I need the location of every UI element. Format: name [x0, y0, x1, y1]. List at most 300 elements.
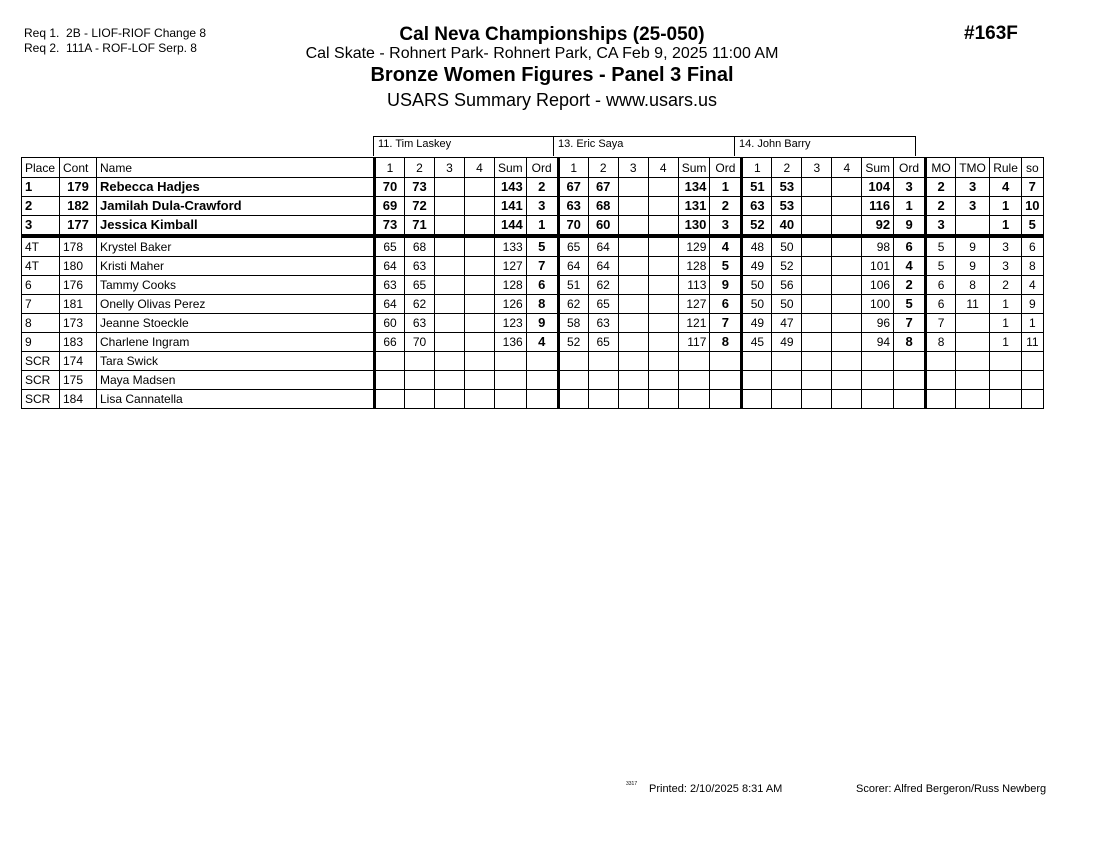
- tmo-cell: 9: [956, 236, 990, 257]
- j1-score-2-cell: 70: [405, 333, 435, 352]
- table-row: [22, 390, 1044, 409]
- j3-score-1-cell: 45: [742, 333, 772, 352]
- cont-cell: 174: [60, 352, 97, 371]
- j1-sum-cell: 126: [495, 295, 527, 314]
- j3-score-4-cell: [832, 390, 862, 409]
- j3-score-1-cell: 49: [742, 257, 772, 276]
- column-header: 2: [772, 158, 802, 178]
- j1-score-2-cell: 62: [405, 295, 435, 314]
- j1-score-3-cell: [435, 257, 465, 276]
- j3-score-3-cell: [802, 295, 832, 314]
- j2-score-1-cell: [558, 371, 588, 390]
- j3-ord-cell: 8: [894, 333, 926, 352]
- j3-score-2-cell: [772, 390, 802, 409]
- rule-cell: [990, 352, 1022, 371]
- j3-sum-cell: [862, 390, 894, 409]
- cont-cell: 176: [60, 276, 97, 295]
- rule-cell: 1: [990, 333, 1022, 352]
- j2-score-2-cell: 65: [588, 295, 618, 314]
- j3-score-1-cell: [742, 352, 772, 371]
- j2-score-1-cell: 65: [558, 236, 588, 257]
- j3-score-3-cell: [802, 197, 832, 216]
- so-cell: [1022, 371, 1043, 390]
- j1-score-2-cell: 63: [405, 314, 435, 333]
- j2-ord-cell: 7: [710, 314, 742, 333]
- j1-score-4-cell: [465, 178, 495, 197]
- so-cell: 6: [1022, 236, 1043, 257]
- tmo-cell: 8: [956, 276, 990, 295]
- venue-line: Cal Skate - Rohnert Park- Rohnert Park, CA Feb 9, 2025 11:00 AM: [305, 45, 779, 62]
- rule-cell: [990, 371, 1022, 390]
- so-cell: [1022, 352, 1043, 371]
- place-cell: 6: [22, 276, 60, 295]
- j1-score-3-cell: [435, 197, 465, 216]
- place-cell: SCR: [22, 371, 60, 390]
- j1-sum-cell: 136: [495, 333, 527, 352]
- j1-ord-cell: [526, 352, 558, 371]
- j1-score-3-cell: [435, 314, 465, 333]
- j3-score-4-cell: [832, 257, 862, 276]
- j2-ord-cell: [710, 371, 742, 390]
- column-header: 4: [465, 158, 495, 178]
- j3-sum-cell: 92: [862, 216, 894, 237]
- j1-score-4-cell: [465, 352, 495, 371]
- j3-score-3-cell: [802, 314, 832, 333]
- place-cell: 4T: [22, 257, 60, 276]
- j3-score-3-cell: [802, 178, 832, 197]
- j1-score-1-cell: 69: [375, 197, 405, 216]
- name-cell: Tara Swick: [97, 352, 375, 371]
- j2-sum-cell: 121: [678, 314, 710, 333]
- j1-score-3-cell: [435, 276, 465, 295]
- j2-score-4-cell: [648, 276, 678, 295]
- j3-score-1-cell: [742, 371, 772, 390]
- j3-score-3-cell: [802, 333, 832, 352]
- j2-score-3-cell: [618, 197, 648, 216]
- cont-cell: 179: [60, 178, 97, 197]
- j3-sum-cell: 96: [862, 314, 894, 333]
- j1-ord-cell: 6: [526, 276, 558, 295]
- j3-score-2-cell: 53: [772, 178, 802, 197]
- j3-sum-cell: [862, 371, 894, 390]
- j2-sum-cell: 134: [678, 178, 710, 197]
- j3-sum-cell: 94: [862, 333, 894, 352]
- competition-title: Cal Neva Championships (25-050): [399, 24, 705, 45]
- tmo-cell: 11: [956, 295, 990, 314]
- j3-score-2-cell: [772, 371, 802, 390]
- j1-score-4-cell: [465, 390, 495, 409]
- j1-score-4-cell: [465, 216, 495, 237]
- j2-score-3-cell: [618, 295, 648, 314]
- j2-score-1-cell: 52: [558, 333, 588, 352]
- j2-sum-cell: 113: [678, 276, 710, 295]
- j1-ord-cell: 1: [526, 216, 558, 237]
- j1-score-3-cell: [435, 295, 465, 314]
- j3-score-3-cell: [802, 352, 832, 371]
- mo-cell: 8: [926, 333, 956, 352]
- j3-score-3-cell: [802, 276, 832, 295]
- tmo-cell: [956, 333, 990, 352]
- tmo-cell: 3: [956, 197, 990, 216]
- column-header: 1: [558, 158, 588, 178]
- tmo-cell: [956, 216, 990, 237]
- j3-score-3-cell: [802, 257, 832, 276]
- so-cell: 10: [1022, 197, 1043, 216]
- report-title: USARS Summary Report - www.usars.us: [386, 90, 718, 110]
- j2-ord-cell: 3: [710, 216, 742, 237]
- j2-score-2-cell: 67: [588, 178, 618, 197]
- j3-sum-cell: 101: [862, 257, 894, 276]
- rule-cell: 3: [990, 236, 1022, 257]
- j3-score-2-cell: 50: [772, 236, 802, 257]
- name-cell: Kristi Maher: [97, 257, 375, 276]
- cont-cell: 180: [60, 257, 97, 276]
- table-row: [22, 371, 1044, 390]
- j3-score-4-cell: [832, 197, 862, 216]
- j2-score-4-cell: [648, 197, 678, 216]
- mo-cell: 5: [926, 236, 956, 257]
- header-row: [22, 158, 1044, 178]
- j1-score-2-cell: 63: [405, 257, 435, 276]
- j3-score-4-cell: [832, 276, 862, 295]
- j1-ord-cell: 5: [526, 236, 558, 257]
- judge-3-header: 14. John Barry: [734, 136, 916, 156]
- so-cell: 9: [1022, 295, 1043, 314]
- j3-score-1-cell: 50: [742, 276, 772, 295]
- requirement-2-label: Req 2.: [24, 41, 60, 55]
- j1-score-3-cell: [435, 352, 465, 371]
- mo-cell: 3: [926, 216, 956, 237]
- column-header: Name: [97, 158, 375, 178]
- event-code: #163F: [964, 23, 1018, 44]
- name-cell: Jamilah Dula-Crawford: [97, 197, 375, 216]
- j2-score-4-cell: [648, 390, 678, 409]
- j2-score-3-cell: [618, 390, 648, 409]
- j3-score-4-cell: [832, 178, 862, 197]
- j1-score-2-cell: 72: [405, 197, 435, 216]
- j1-score-2-cell: 71: [405, 216, 435, 237]
- j1-sum-cell: [495, 371, 527, 390]
- column-header: 2: [588, 158, 618, 178]
- j1-score-3-cell: [435, 371, 465, 390]
- j3-ord-cell: 7: [894, 314, 926, 333]
- j1-score-1-cell: 63: [375, 276, 405, 295]
- page-code: 3317: [626, 781, 638, 787]
- rule-cell: 4: [990, 178, 1022, 197]
- j1-score-4-cell: [465, 197, 495, 216]
- name-cell: Jessica Kimball: [97, 216, 375, 237]
- j2-score-4-cell: [648, 216, 678, 237]
- mo-cell: 2: [926, 197, 956, 216]
- j1-score-4-cell: [465, 371, 495, 390]
- place-cell: SCR: [22, 390, 60, 409]
- cont-cell: 184: [60, 390, 97, 409]
- j2-score-2-cell: 65: [588, 333, 618, 352]
- column-header: TMO: [956, 158, 990, 178]
- tmo-cell: [956, 352, 990, 371]
- j1-score-2-cell: 65: [405, 276, 435, 295]
- rule-cell: 2: [990, 276, 1022, 295]
- j2-score-2-cell: 62: [588, 276, 618, 295]
- j1-ord-cell: 3: [526, 197, 558, 216]
- cont-cell: 183: [60, 333, 97, 352]
- name-cell: Lisa Cannatella: [97, 390, 375, 409]
- j1-ord-cell: [526, 371, 558, 390]
- j2-score-2-cell: [588, 390, 618, 409]
- scorer: Scorer: Alfred Bergeron/Russ Newberg: [856, 783, 1047, 795]
- j3-ord-cell: 6: [894, 236, 926, 257]
- table-row: [22, 295, 1044, 314]
- cont-cell: 182: [60, 197, 97, 216]
- j3-score-2-cell: 47: [772, 314, 802, 333]
- j1-score-2-cell: [405, 352, 435, 371]
- j3-score-4-cell: [832, 216, 862, 237]
- j3-score-2-cell: 52: [772, 257, 802, 276]
- j2-sum-cell: 129: [678, 236, 710, 257]
- j1-score-4-cell: [465, 295, 495, 314]
- j2-ord-cell: 1: [710, 178, 742, 197]
- j3-score-2-cell: 40: [772, 216, 802, 237]
- j3-score-3-cell: [802, 236, 832, 257]
- j1-score-1-cell: [375, 352, 405, 371]
- j3-ord-cell: 3: [894, 178, 926, 197]
- j2-score-4-cell: [648, 178, 678, 197]
- so-cell: [1022, 390, 1043, 409]
- j3-score-1-cell: 50: [742, 295, 772, 314]
- table-row: [22, 178, 1044, 197]
- mo-cell: [926, 352, 956, 371]
- mo-cell: [926, 371, 956, 390]
- j3-score-4-cell: [832, 333, 862, 352]
- j3-score-1-cell: 52: [742, 216, 772, 237]
- j2-score-3-cell: [618, 178, 648, 197]
- j2-sum-cell: [678, 352, 710, 371]
- j2-score-2-cell: 63: [588, 314, 618, 333]
- j2-score-1-cell: 70: [558, 216, 588, 237]
- j3-sum-cell: 106: [862, 276, 894, 295]
- j3-score-4-cell: [832, 295, 862, 314]
- j3-ord-cell: [894, 352, 926, 371]
- j2-ord-cell: [710, 352, 742, 371]
- j2-score-3-cell: [618, 314, 648, 333]
- j1-ord-cell: [526, 390, 558, 409]
- j3-score-1-cell: 51: [742, 178, 772, 197]
- j1-score-2-cell: 68: [405, 236, 435, 257]
- j1-ord-cell: 2: [526, 178, 558, 197]
- cont-cell: 173: [60, 314, 97, 333]
- judge-1-header: 11. Tim Laskey: [373, 136, 555, 156]
- j2-score-3-cell: [618, 216, 648, 237]
- name-cell: Rebecca Hadjes: [97, 178, 375, 197]
- j2-ord-cell: 9: [710, 276, 742, 295]
- j2-score-1-cell: 62: [558, 295, 588, 314]
- j2-sum-cell: 128: [678, 257, 710, 276]
- j2-score-2-cell: 68: [588, 197, 618, 216]
- j3-ord-cell: 9: [894, 216, 926, 237]
- table-row: [22, 236, 1044, 257]
- j2-sum-cell: [678, 371, 710, 390]
- rule-cell: 3: [990, 257, 1022, 276]
- column-header: Ord: [894, 158, 926, 178]
- column-header: 3: [802, 158, 832, 178]
- j3-score-4-cell: [832, 314, 862, 333]
- name-cell: Charlene Ingram: [97, 333, 375, 352]
- j1-score-4-cell: [465, 314, 495, 333]
- j1-ord-cell: 4: [526, 333, 558, 352]
- j3-ord-cell: 4: [894, 257, 926, 276]
- j3-score-3-cell: [802, 371, 832, 390]
- table-row: [22, 314, 1044, 333]
- j1-score-3-cell: [435, 236, 465, 257]
- table-row: [22, 216, 1044, 237]
- rule-cell: 1: [990, 216, 1022, 237]
- j1-ord-cell: 7: [526, 257, 558, 276]
- judge-2-header: 13. Eric Saya: [553, 136, 736, 156]
- requirement-2-value: 111A - ROF-LOF Serp. 8: [66, 41, 197, 55]
- j2-score-4-cell: [648, 314, 678, 333]
- j1-ord-cell: 9: [526, 314, 558, 333]
- name-cell: Krystel Baker: [97, 236, 375, 257]
- j3-sum-cell: 116: [862, 197, 894, 216]
- j3-score-1-cell: 48: [742, 236, 772, 257]
- j2-score-4-cell: [648, 236, 678, 257]
- j3-score-4-cell: [832, 371, 862, 390]
- j1-score-1-cell: [375, 371, 405, 390]
- j1-sum-cell: 141: [495, 197, 527, 216]
- so-cell: 5: [1022, 216, 1043, 237]
- j3-ord-cell: [894, 390, 926, 409]
- mo-cell: 7: [926, 314, 956, 333]
- j2-sum-cell: 117: [678, 333, 710, 352]
- mo-cell: 6: [926, 276, 956, 295]
- column-header: so: [1022, 158, 1043, 178]
- column-header: 1: [375, 158, 405, 178]
- so-cell: 7: [1022, 178, 1043, 197]
- place-cell: 7: [22, 295, 60, 314]
- j3-sum-cell: 104: [862, 178, 894, 197]
- j3-ord-cell: 5: [894, 295, 926, 314]
- j3-score-3-cell: [802, 390, 832, 409]
- column-header: 3: [618, 158, 648, 178]
- name-cell: Tammy Cooks: [97, 276, 375, 295]
- j1-score-3-cell: [435, 333, 465, 352]
- j1-sum-cell: 143: [495, 178, 527, 197]
- column-header: Ord: [526, 158, 558, 178]
- j2-sum-cell: [678, 390, 710, 409]
- rule-cell: 1: [990, 314, 1022, 333]
- column-header: Cont: [60, 158, 97, 178]
- tmo-cell: 9: [956, 257, 990, 276]
- j1-score-1-cell: 64: [375, 295, 405, 314]
- so-cell: 1: [1022, 314, 1043, 333]
- j1-score-1-cell: 66: [375, 333, 405, 352]
- j2-score-2-cell: 64: [588, 236, 618, 257]
- tmo-cell: [956, 390, 990, 409]
- j1-score-2-cell: [405, 371, 435, 390]
- place-cell: 2: [22, 197, 60, 216]
- mo-cell: 2: [926, 178, 956, 197]
- j1-score-3-cell: [435, 216, 465, 237]
- j2-ord-cell: 5: [710, 257, 742, 276]
- j1-sum-cell: 144: [495, 216, 527, 237]
- j1-sum-cell: 127: [495, 257, 527, 276]
- j1-score-1-cell: 65: [375, 236, 405, 257]
- place-cell: 4T: [22, 236, 60, 257]
- j2-score-4-cell: [648, 257, 678, 276]
- j3-sum-cell: 98: [862, 236, 894, 257]
- j2-score-1-cell: [558, 390, 588, 409]
- j3-sum-cell: 100: [862, 295, 894, 314]
- j2-score-3-cell: [618, 257, 648, 276]
- j2-score-1-cell: 64: [558, 257, 588, 276]
- table-row: [22, 197, 1044, 216]
- j3-sum-cell: [862, 352, 894, 371]
- j1-score-1-cell: 73: [375, 216, 405, 237]
- requirement-1-value: 2B - LIOF-RIOF Change 8: [66, 26, 207, 40]
- column-header: Sum: [678, 158, 710, 178]
- j3-score-4-cell: [832, 352, 862, 371]
- j3-score-1-cell: 49: [742, 314, 772, 333]
- j2-score-1-cell: 58: [558, 314, 588, 333]
- j1-sum-cell: [495, 390, 527, 409]
- cont-cell: 178: [60, 236, 97, 257]
- j1-score-1-cell: [375, 390, 405, 409]
- mo-cell: 5: [926, 257, 956, 276]
- j2-ord-cell: 2: [710, 197, 742, 216]
- so-cell: 11: [1022, 333, 1043, 352]
- j3-ord-cell: [894, 371, 926, 390]
- j1-score-2-cell: 73: [405, 178, 435, 197]
- table-row: [22, 352, 1044, 371]
- j2-ord-cell: 4: [710, 236, 742, 257]
- name-cell: Onelly Olivas Perez: [97, 295, 375, 314]
- j2-score-2-cell: [588, 371, 618, 390]
- mo-cell: [926, 390, 956, 409]
- j1-score-2-cell: [405, 390, 435, 409]
- j1-score-1-cell: 70: [375, 178, 405, 197]
- j2-score-4-cell: [648, 333, 678, 352]
- j3-score-1-cell: [742, 390, 772, 409]
- j3-score-3-cell: [802, 216, 832, 237]
- j1-sum-cell: 128: [495, 276, 527, 295]
- requirement-1-label: Req 1.: [24, 26, 60, 40]
- place-cell: 1: [22, 178, 60, 197]
- column-header: 1: [742, 158, 772, 178]
- tmo-cell: 3: [956, 178, 990, 197]
- column-header: Sum: [495, 158, 527, 178]
- j2-score-3-cell: [618, 276, 648, 295]
- j1-score-4-cell: [465, 276, 495, 295]
- j1-score-1-cell: 60: [375, 314, 405, 333]
- mo-cell: 6: [926, 295, 956, 314]
- j2-score-1-cell: [558, 352, 588, 371]
- j1-score-1-cell: 64: [375, 257, 405, 276]
- printed-date: Printed: 2/10/2025 8:31 AM: [649, 783, 783, 795]
- j1-score-4-cell: [465, 257, 495, 276]
- place-cell: 3: [22, 216, 60, 237]
- table-row: [22, 276, 1044, 295]
- column-header: 4: [648, 158, 678, 178]
- place-cell: 8: [22, 314, 60, 333]
- column-header: Rule: [990, 158, 1022, 178]
- j2-ord-cell: 6: [710, 295, 742, 314]
- j3-score-2-cell: 53: [772, 197, 802, 216]
- column-header: 3: [435, 158, 465, 178]
- column-header: Ord: [710, 158, 742, 178]
- column-header: 2: [405, 158, 435, 178]
- j1-sum-cell: 123: [495, 314, 527, 333]
- j2-score-3-cell: [618, 352, 648, 371]
